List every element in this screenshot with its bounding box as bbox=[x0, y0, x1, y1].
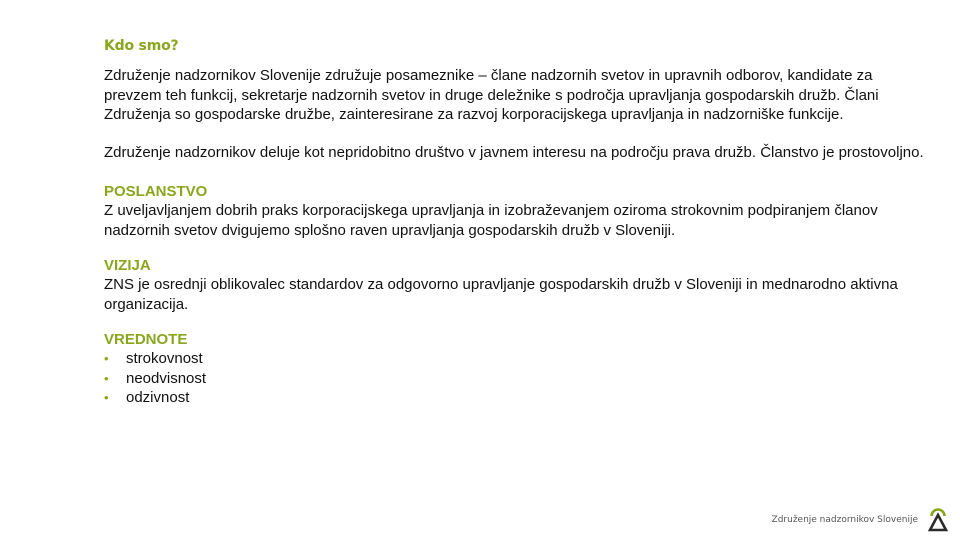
bullet-icon: • bbox=[104, 351, 109, 366]
slide-content bbox=[104, 38, 924, 408]
section-heading: POSLANSTVO bbox=[104, 183, 208, 200]
section-heading: VREDNOTE bbox=[104, 331, 188, 348]
list-item bbox=[104, 388, 924, 408]
list-item bbox=[104, 349, 924, 369]
section-heading: VIZIJA bbox=[104, 257, 151, 274]
bullet-icon: • bbox=[104, 390, 109, 405]
section-vrednote bbox=[104, 330, 924, 408]
slide-title: Kdo smo? bbox=[104, 38, 179, 54]
section-vizija bbox=[104, 256, 924, 314]
intro-paragraph-1: Združenje nadzornikov Slovenije združuje posameznike – člane nadzornih svetov in upravnih odborov, kandidate za prevzem teh funkcij, sekretarje nadzornih svetov in druge deležnike s področja upravljanja gospodarskih družb. Člani Združenja so gospodarske družbe, zainteresirane za razvoj korporacijskega upravljanja in nadzorniške funkcije. bbox=[104, 67, 879, 123]
values-list bbox=[104, 349, 924, 408]
section-text: ZNS je osrednji oblikovalec standardov za odgovorno upravljanje gospodarskih družb v Sloveniji in mednarodno aktivna organizacija. bbox=[104, 276, 898, 313]
zns-logo-icon bbox=[928, 508, 948, 532]
spacer bbox=[104, 125, 924, 143]
footer-organization-name: Združenje nadzornikov Slovenije bbox=[771, 515, 918, 525]
list-item-label: neodvisnost bbox=[126, 369, 207, 387]
section-poslanstvo bbox=[104, 182, 924, 240]
section-text: Z uveljavljanjem dobrih praks korporacijskega upravljanja in izobraževanjem oziroma strokovnim podpiranjem članov nadzornih svetov dvigujemo splošno raven upravljanja gospodarskih družb v Sloveniji. bbox=[104, 202, 878, 239]
list-item bbox=[104, 369, 924, 389]
list-item-label: strokovnost bbox=[126, 350, 203, 367]
intro-paragraph-2: Združenje nadzornikov deluje kot nepridobitno društvo v javnem interesu na področju prava družb. Članstvo je prostovoljno. bbox=[104, 143, 924, 161]
list-item-label: odzivnost bbox=[126, 389, 190, 406]
bullet-icon: • bbox=[104, 370, 109, 386]
